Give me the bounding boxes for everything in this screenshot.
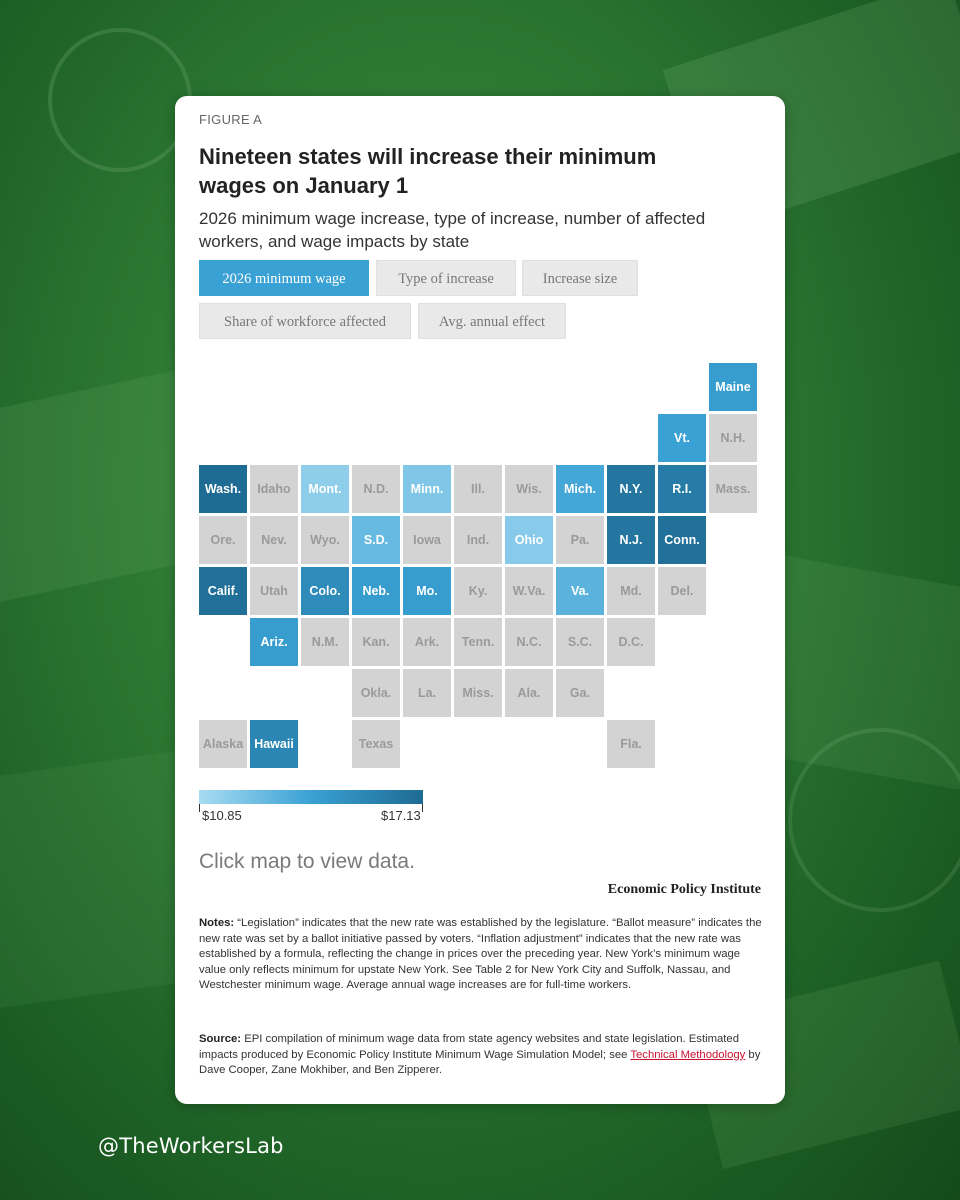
state-tile-colo[interactable]: Colo. <box>301 567 349 615</box>
figure-card <box>175 96 785 1104</box>
state-tile-calif[interactable]: Calif. <box>199 567 247 615</box>
figure-label: FIGURE A <box>199 112 263 127</box>
state-tile-s-d[interactable]: S.D. <box>352 516 400 564</box>
state-tile-ore[interactable]: Ore. <box>199 516 247 564</box>
state-tile-minn[interactable]: Minn. <box>403 465 451 513</box>
state-tile-w-va[interactable]: W.Va. <box>505 567 553 615</box>
state-tile-okla[interactable]: Okla. <box>352 669 400 717</box>
state-tile-hawaii[interactable]: Hawaii <box>250 720 298 768</box>
legend-min-label: $10.85 <box>202 808 242 823</box>
state-tile-tenn[interactable]: Tenn. <box>454 618 502 666</box>
color-legend-bar <box>199 790 423 804</box>
state-tile-va[interactable]: Va. <box>556 567 604 615</box>
state-tile-conn[interactable]: Conn. <box>658 516 706 564</box>
state-tile-maine[interactable]: Maine <box>709 363 757 411</box>
state-tile-md[interactable]: Md. <box>607 567 655 615</box>
state-tile-nev[interactable]: Nev. <box>250 516 298 564</box>
legend-max-label: $17.13 <box>381 808 421 823</box>
state-tile-miss[interactable]: Miss. <box>454 669 502 717</box>
technical-methodology-link[interactable]: Technical Methodology <box>630 1048 746 1061</box>
state-tile-ill[interactable]: Ill. <box>454 465 502 513</box>
tab-share-of-workforce-affected[interactable]: Share of workforce affected <box>199 303 411 339</box>
tab-increase-size[interactable]: Increase size <box>522 260 638 296</box>
state-tile-texas[interactable]: Texas <box>352 720 400 768</box>
state-tile-pa[interactable]: Pa. <box>556 516 604 564</box>
state-tile-d-c[interactable]: D.C. <box>607 618 655 666</box>
state-tile-alaska[interactable]: Alaska <box>199 720 247 768</box>
state-tile-ala[interactable]: Ala. <box>505 669 553 717</box>
epi-credit: Economic Policy Institute <box>607 882 761 897</box>
source-label: Source: <box>199 1033 242 1045</box>
state-tile-wyo[interactable]: Wyo. <box>301 516 349 564</box>
state-tile-ky[interactable]: Ky. <box>454 567 502 615</box>
notes-text <box>199 916 763 994</box>
state-tile-n-m[interactable]: N.M. <box>301 618 349 666</box>
state-tile-ark[interactable]: Ark. <box>403 618 451 666</box>
state-tile-ariz[interactable]: Ariz. <box>250 618 298 666</box>
state-tile-n-y[interactable]: N.Y. <box>607 465 655 513</box>
tab-avg-annual-effect[interactable]: Avg. annual effect <box>418 303 566 339</box>
source-body: EPI compilation of minimum wage data from state agency websites and state legislation. Estimated impacts produced by Economic Policy Institute Minimum Wage Simulation Model; see <box>199 1033 739 1061</box>
state-tile-neb[interactable]: Neb. <box>352 567 400 615</box>
state-tile-n-c[interactable]: N.C. <box>505 618 553 666</box>
state-tile-utah[interactable]: Utah <box>250 567 298 615</box>
state-tile-la[interactable]: La. <box>403 669 451 717</box>
state-tile-mont[interactable]: Mont. <box>301 465 349 513</box>
source-text <box>199 1032 763 1079</box>
state-tile-r-i[interactable]: R.I. <box>658 465 706 513</box>
state-tile-ga[interactable]: Ga. <box>556 669 604 717</box>
notes-body: “Legislation” indicates that the new rate was established by the legislature. “Ballot measure” indicates the new rate was set by a ballot initiative passed by voters. “Inflation adjustment” indicates that the new rate was established by a formula, reflecting the change in prices over the preceding year. New York’s minimum wage value only reflects minimum for upstate New York. See Table 2 for New York City and Suffolk, Nassau, and Westchester minimum wage. Average annual wage increases are for full-time workers. <box>199 917 762 991</box>
state-tile-vt[interactable]: Vt. <box>658 414 706 462</box>
source-authors: by Dave Cooper, Zane Mokhiber, and Ben Zipperer. <box>199 1048 761 1076</box>
state-tile-mo[interactable]: Mo. <box>403 567 451 615</box>
state-tile-ohio[interactable]: Ohio <box>505 516 553 564</box>
state-tile-s-c[interactable]: S.C. <box>556 618 604 666</box>
tab-2026-minimum-wage[interactable]: 2026 minimum wage <box>199 260 369 296</box>
state-tile-n-d[interactable]: N.D. <box>352 465 400 513</box>
state-tile-mass[interactable]: Mass. <box>709 465 757 513</box>
state-tile-kan[interactable]: Kan. <box>352 618 400 666</box>
state-tile-wash[interactable]: Wash. <box>199 465 247 513</box>
social-handle: @TheWorkersLab <box>98 1134 284 1158</box>
figure-subtitle: 2026 minimum wage increase, type of increase, number of affected workers, and wage impacts by state <box>199 209 706 251</box>
state-tile-n-h[interactable]: N.H. <box>709 414 757 462</box>
state-tile-fla[interactable]: Fla. <box>607 720 655 768</box>
state-tile-mich[interactable]: Mich. <box>556 465 604 513</box>
state-tile-iowa[interactable]: Iowa <box>403 516 451 564</box>
state-tile-del[interactable]: Del. <box>658 567 706 615</box>
state-tile-ind[interactable]: Ind. <box>454 516 502 564</box>
click-map-prompt: Click map to view data. <box>199 850 415 873</box>
figure-title: Nineteen states will increase their minimum wages on January 1 <box>199 144 657 198</box>
state-tile-idaho[interactable]: Idaho <box>250 465 298 513</box>
state-tile-n-j[interactable]: N.J. <box>607 516 655 564</box>
tab-type-of-increase[interactable]: Type of increase <box>376 260 516 296</box>
state-tile-wis[interactable]: Wis. <box>505 465 553 513</box>
notes-label: Notes: <box>199 917 235 929</box>
